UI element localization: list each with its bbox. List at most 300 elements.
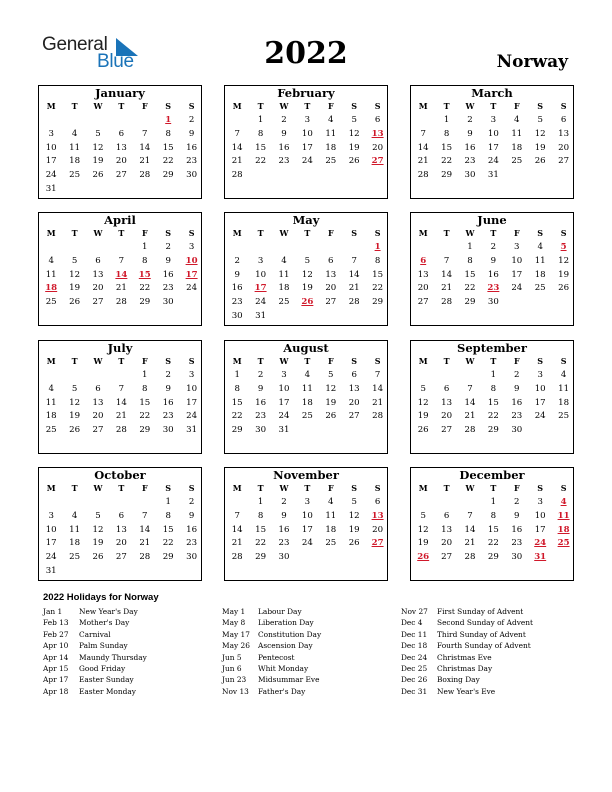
day-cell: 16	[186, 142, 198, 153]
day-cell: 7	[118, 383, 125, 394]
holiday-day-cell: 23	[487, 283, 500, 294]
holiday-name: Good Friday	[79, 663, 126, 673]
day-cell: 16	[255, 397, 267, 408]
holiday-name: Fourth Sunday of Advent	[437, 641, 531, 651]
day-cell: 27	[417, 297, 429, 308]
day-cell: 7	[443, 255, 450, 266]
day-cell: 14	[231, 142, 243, 153]
month-title: January	[95, 86, 145, 100]
day-cell: 26	[69, 297, 81, 308]
day-cell: 25	[45, 297, 57, 308]
day-cell: 28	[231, 552, 243, 563]
day-cell: 25	[534, 283, 546, 294]
day-cell: 25	[511, 156, 523, 167]
day-cell: 19	[558, 269, 570, 280]
brand-line1: General	[42, 34, 108, 55]
day-cell: 19	[348, 524, 360, 535]
day-cell: 12	[348, 128, 360, 139]
day-cell: 3	[537, 497, 543, 507]
day-cell: 5	[95, 510, 101, 521]
day-cell: 5	[328, 370, 334, 380]
weekday-header: M	[418, 101, 428, 111]
day-cell: 9	[514, 383, 520, 394]
day-cell: 20	[348, 397, 360, 408]
weekday-header: W	[279, 101, 289, 111]
weekday-header: T	[490, 101, 497, 111]
holiday-name: Christmas Eve	[437, 652, 492, 662]
holiday-name: Labour Day	[258, 607, 302, 616]
day-cell: 13	[558, 128, 570, 139]
country-name: Norway	[496, 52, 568, 72]
day-cell: 12	[348, 510, 360, 521]
day-cell: 25	[325, 156, 337, 167]
day-cell: 30	[255, 425, 267, 436]
day-cell: 17	[301, 524, 313, 535]
day-cell: 30	[487, 297, 499, 308]
weekday-header: T	[257, 101, 264, 111]
day-cell: 5	[304, 255, 311, 266]
holiday-day-cell: 17	[254, 283, 267, 294]
day-cell: 27	[115, 170, 127, 181]
holiday-name: Midsummar Eve	[258, 675, 320, 685]
day-cell: 24	[186, 411, 198, 422]
holiday-date: Jun 5	[222, 652, 242, 662]
day-cell: 7	[467, 383, 473, 394]
day-cell: 11	[325, 510, 337, 521]
day-cell: 2	[257, 370, 264, 380]
day-cell: 17	[301, 142, 313, 153]
day-cell: 10	[487, 128, 499, 139]
day-cell: 23	[278, 156, 290, 167]
day-cell: 2	[514, 497, 520, 507]
weekday-header: F	[141, 101, 148, 111]
day-cell: 15	[255, 142, 267, 153]
day-cell: 8	[142, 255, 148, 266]
day-cell: 7	[142, 510, 148, 521]
day-cell: 12	[92, 524, 104, 535]
day-cell: 18	[558, 397, 570, 408]
weekday-header: S	[560, 356, 567, 366]
weekday-header: T	[443, 228, 450, 238]
weekday-header: S	[188, 483, 195, 493]
day-cell: 31	[186, 425, 198, 436]
day-cell: 6	[374, 115, 381, 125]
day-cell: 21	[372, 397, 384, 408]
month-october	[38, 467, 202, 581]
day-cell: 9	[467, 128, 473, 139]
weekday-header: M	[232, 356, 242, 366]
holiday-name: Boxing Day	[437, 675, 480, 685]
holiday-day-cell: 13	[371, 510, 384, 521]
day-cell: 30	[186, 552, 198, 563]
holiday-date: Dec 31	[401, 686, 428, 696]
weekday-header: T	[118, 356, 125, 366]
month-december	[410, 467, 574, 581]
day-cell: 28	[231, 170, 243, 181]
day-cell: 10	[255, 269, 267, 280]
holiday-date: May 1	[222, 607, 246, 616]
day-cell: 15	[162, 524, 174, 535]
day-cell: 9	[281, 128, 287, 139]
weekday-header: T	[257, 228, 264, 238]
day-cell: 1	[490, 370, 497, 380]
month-title: March	[471, 86, 513, 100]
weekday-header: F	[513, 356, 520, 366]
day-cell: 8	[490, 510, 497, 521]
day-cell: 12	[558, 255, 570, 266]
day-cell: 5	[71, 255, 78, 266]
day-cell: 8	[490, 383, 497, 394]
day-cell: 21	[231, 538, 243, 549]
day-cell: 4	[328, 497, 334, 507]
day-cell: 27	[441, 425, 453, 436]
day-cell: 20	[325, 283, 337, 294]
weekday-header: T	[304, 483, 311, 493]
day-cell: 26	[348, 156, 360, 167]
day-cell: 6	[328, 255, 334, 266]
day-cell: 11	[45, 269, 57, 280]
day-cell: 11	[45, 397, 57, 408]
day-cell: 15	[231, 397, 243, 408]
weekday-header: S	[165, 483, 172, 493]
day-cell: 3	[48, 510, 54, 521]
day-cell: 10	[534, 383, 546, 394]
day-cell: 12	[325, 383, 337, 394]
day-cell: 7	[234, 510, 240, 521]
day-cell: 21	[139, 156, 151, 167]
day-cell: 22	[255, 538, 267, 549]
holiday-day-cell: 18	[557, 524, 570, 535]
day-cell: 18	[69, 538, 81, 549]
holiday-day-cell: 26	[301, 297, 314, 308]
day-cell: 31	[45, 566, 57, 576]
day-cell: 6	[118, 128, 125, 139]
day-cell: 23	[511, 538, 523, 549]
holiday-date: Apr 10	[43, 641, 69, 651]
holiday-date: Apr 14	[43, 652, 69, 662]
day-cell: 22	[162, 156, 174, 167]
day-cell: 26	[92, 170, 104, 181]
day-cell: 1	[443, 115, 450, 125]
month-july	[38, 340, 202, 454]
holiday-day-cell: 11	[557, 510, 570, 521]
day-cell: 14	[441, 269, 453, 280]
day-cell: 29	[464, 297, 476, 308]
holiday-day-cell: 10	[185, 255, 198, 266]
weekday-header: S	[537, 101, 544, 111]
day-cell: 20	[372, 142, 384, 153]
day-cell: 8	[234, 383, 240, 394]
day-cell: 20	[372, 524, 384, 535]
day-cell: 10	[45, 142, 57, 153]
holiday-day-cell: 13	[371, 128, 384, 139]
day-cell: 14	[139, 524, 151, 535]
holiday-name: Constitution Day	[258, 629, 322, 639]
holiday-name: Second Sunday of Advent	[437, 618, 533, 628]
day-cell: 11	[69, 524, 81, 535]
month-june	[410, 212, 574, 326]
day-cell: 30	[186, 170, 198, 181]
holiday-date: Feb 27	[43, 629, 69, 639]
day-cell: 16	[278, 142, 290, 153]
day-cell: 5	[95, 128, 101, 139]
day-cell: 21	[115, 283, 127, 294]
month-november	[224, 467, 388, 581]
holiday-name: Father's Day	[258, 686, 306, 696]
day-cell: 8	[467, 255, 473, 266]
day-cell: 28	[417, 170, 429, 181]
day-cell: 12	[417, 524, 429, 535]
holiday-name: Christmas Day	[437, 663, 493, 673]
day-cell: 15	[139, 397, 151, 408]
day-cell: 23	[186, 156, 198, 167]
day-cell: 20	[92, 283, 104, 294]
holiday-name: Pentecost	[258, 652, 295, 662]
day-cell: 9	[490, 255, 497, 266]
weekday-header: S	[537, 483, 544, 493]
day-cell: 14	[115, 397, 127, 408]
month-title: July	[107, 341, 133, 355]
weekday-header: T	[304, 228, 311, 238]
weekday-header: W	[93, 228, 103, 238]
day-cell: 9	[165, 383, 171, 394]
day-cell: 7	[420, 128, 426, 139]
holiday-date: Apr 15	[43, 663, 69, 673]
day-cell: 10	[301, 128, 313, 139]
weekday-header: W	[93, 483, 103, 493]
weekday-header: S	[560, 483, 567, 493]
holiday-day-cell: 5	[560, 242, 567, 252]
day-cell: 21	[115, 411, 127, 422]
holiday-name: Easter Monday	[79, 686, 136, 696]
day-cell: 11	[278, 269, 290, 280]
day-cell: 15	[487, 524, 499, 535]
holiday-day-cell: 1	[374, 242, 381, 252]
day-cell: 24	[278, 411, 290, 422]
day-cell: 27	[115, 552, 127, 563]
weekday-header: T	[118, 228, 125, 238]
day-cell: 24	[534, 411, 546, 422]
day-cell: 17	[278, 397, 290, 408]
weekday-header: T	[443, 101, 450, 111]
day-cell: 18	[534, 269, 546, 280]
day-cell: 14	[417, 142, 429, 153]
day-cell: 6	[95, 383, 101, 394]
day-cell: 10	[186, 383, 198, 394]
day-cell: 4	[304, 370, 311, 380]
month-may	[224, 212, 388, 326]
holiday-day-cell: 24	[534, 538, 547, 549]
day-cell: 22	[139, 411, 151, 422]
day-cell: 4	[537, 242, 543, 252]
holiday-date: Jun 6	[222, 663, 242, 673]
day-cell: 4	[328, 115, 334, 125]
weekday-header: S	[374, 483, 381, 493]
day-cell: 26	[534, 156, 546, 167]
holiday-date: Apr 17	[43, 675, 69, 685]
day-cell: 26	[558, 283, 570, 294]
month-march	[410, 85, 574, 199]
day-cell: 21	[464, 538, 476, 549]
month-title: April	[104, 213, 136, 227]
day-cell: 3	[257, 255, 264, 266]
day-cell: 19	[301, 283, 313, 294]
day-cell: 22	[464, 283, 476, 294]
brand-line2: Blue	[97, 51, 134, 72]
day-cell: 22	[487, 411, 499, 422]
day-cell: 4	[71, 128, 78, 139]
holiday-day-cell: 15	[138, 269, 151, 280]
day-cell: 17	[45, 156, 57, 167]
weekday-header: T	[443, 356, 450, 366]
day-cell: 20	[558, 142, 570, 153]
day-cell: 29	[255, 552, 267, 563]
holiday-name: Liberation Day	[258, 618, 314, 628]
day-cell: 4	[71, 510, 78, 521]
day-cell: 5	[420, 510, 426, 521]
holiday-date: Apr 18	[43, 686, 69, 696]
weekday-header: W	[279, 356, 289, 366]
day-cell: 18	[301, 397, 313, 408]
day-cell: 9	[257, 383, 264, 394]
day-cell: 31	[255, 311, 267, 321]
day-cell: 11	[534, 255, 546, 266]
day-cell: 6	[351, 370, 357, 380]
weekday-header: T	[257, 356, 264, 366]
weekday-header: S	[351, 101, 358, 111]
day-cell: 25	[558, 411, 570, 422]
day-cell: 28	[464, 425, 476, 436]
day-cell: 11	[558, 383, 570, 394]
day-cell: 20	[417, 283, 429, 294]
day-cell: 17	[511, 269, 523, 280]
holiday-day-cell: 31	[534, 552, 547, 563]
holiday-date: Feb 13	[43, 618, 69, 628]
weekday-header: F	[513, 228, 520, 238]
day-cell: 8	[374, 255, 381, 266]
day-cell: 24	[255, 297, 267, 308]
day-cell: 28	[464, 552, 476, 563]
weekday-header: S	[537, 356, 544, 366]
day-cell: 10	[301, 510, 313, 521]
day-cell: 1	[490, 497, 497, 507]
weekday-header: M	[46, 483, 56, 493]
day-cell: 22	[372, 283, 384, 294]
day-cell: 6	[560, 115, 567, 125]
weekday-header: F	[327, 356, 334, 366]
day-cell: 30	[162, 297, 174, 308]
day-cell: 7	[234, 128, 240, 139]
month-title: October	[94, 468, 146, 482]
day-cell: 19	[69, 283, 81, 294]
day-cell: 29	[139, 297, 151, 308]
day-cell: 28	[441, 297, 453, 308]
day-cell: 3	[304, 497, 311, 507]
holiday-name: Mother's Day	[79, 618, 130, 628]
day-cell: 3	[304, 115, 311, 125]
weekday-header: S	[560, 228, 567, 238]
day-cell: 10	[511, 255, 523, 266]
weekday-header: F	[141, 356, 148, 366]
day-cell: 3	[188, 242, 195, 252]
day-cell: 5	[351, 115, 357, 125]
weekday-header: M	[46, 356, 56, 366]
day-cell: 19	[92, 538, 104, 549]
weekday-header: S	[188, 356, 195, 366]
weekday-header: M	[232, 483, 242, 493]
day-cell: 16	[162, 269, 174, 280]
day-cell: 18	[511, 142, 523, 153]
day-cell: 18	[45, 411, 57, 422]
day-cell: 20	[441, 538, 453, 549]
weekday-header: W	[279, 483, 289, 493]
day-cell: 25	[278, 297, 290, 308]
day-cell: 27	[348, 411, 360, 422]
day-cell: 6	[374, 497, 381, 507]
weekday-header: F	[141, 483, 148, 493]
holiday-name: Easter Sunday	[79, 675, 134, 685]
day-cell: 7	[118, 255, 125, 266]
day-cell: 23	[162, 411, 174, 422]
day-cell: 14	[139, 142, 151, 153]
day-cell: 21	[139, 538, 151, 549]
holiday-name: Palm Sunday	[79, 641, 128, 651]
day-cell: 9	[234, 269, 240, 280]
weekday-header: S	[374, 356, 381, 366]
day-cell: 13	[325, 269, 337, 280]
day-cell: 23	[162, 283, 174, 294]
day-cell: 19	[417, 538, 429, 549]
day-cell: 10	[534, 510, 546, 521]
weekday-header: M	[232, 228, 242, 238]
day-cell: 15	[255, 524, 267, 535]
day-cell: 14	[464, 397, 476, 408]
weekday-header: M	[46, 228, 56, 238]
day-cell: 5	[537, 115, 543, 125]
day-cell: 6	[443, 383, 450, 394]
day-cell: 18	[325, 142, 337, 153]
day-cell: 20	[441, 411, 453, 422]
day-cell: 16	[511, 397, 523, 408]
day-cell: 5	[71, 383, 78, 394]
day-cell: 31	[487, 170, 499, 181]
day-cell: 16	[162, 397, 174, 408]
holiday-name: Maundy Thursday	[79, 652, 147, 662]
day-cell: 9	[188, 128, 195, 139]
day-cell: 24	[45, 170, 57, 181]
day-cell: 29	[441, 170, 453, 181]
day-cell: 15	[441, 142, 453, 153]
day-cell: 17	[186, 397, 198, 408]
day-cell: 25	[69, 170, 81, 181]
day-cell: 24	[301, 156, 313, 167]
weekday-header: T	[118, 483, 125, 493]
day-cell: 16	[278, 524, 290, 535]
day-cell: 2	[165, 242, 171, 252]
day-cell: 12	[92, 142, 104, 153]
day-cell: 15	[372, 269, 384, 280]
day-cell: 22	[139, 283, 151, 294]
month-title: August	[283, 341, 329, 355]
calendar-year: 2022	[264, 36, 348, 71]
day-cell: 29	[162, 552, 174, 563]
day-cell: 1	[165, 497, 171, 507]
weekday-header: S	[374, 101, 381, 111]
day-cell: 5	[420, 383, 426, 394]
day-cell: 22	[255, 156, 267, 167]
month-september	[410, 340, 574, 454]
day-cell: 29	[487, 425, 499, 436]
